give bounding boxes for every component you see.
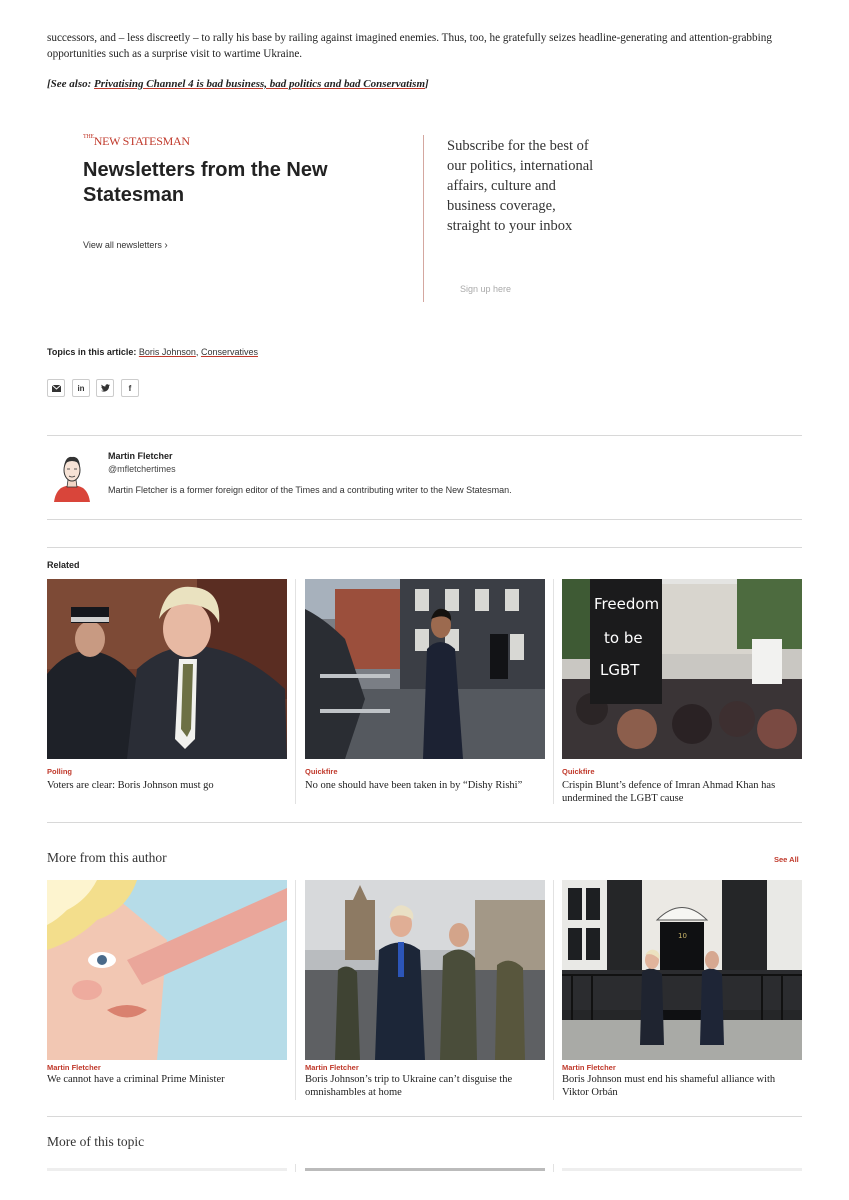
downing-street-photo bbox=[562, 880, 802, 1060]
twitter-icon bbox=[101, 384, 110, 392]
divider bbox=[47, 1116, 802, 1117]
view-all-label: View all newsletters bbox=[83, 240, 162, 250]
column-separator bbox=[295, 579, 296, 804]
card-title[interactable]: No one should have been taken in by “Dishy Rishi” bbox=[305, 780, 523, 791]
related-card-image[interactable] bbox=[562, 579, 802, 759]
logo-text: NEW STATESMAN bbox=[93, 134, 190, 148]
lgbt-protest-photo bbox=[562, 579, 802, 759]
share-email-button[interactable] bbox=[47, 379, 65, 397]
related-heading: Related bbox=[47, 560, 80, 570]
card-title[interactable]: Boris Johnson must end his shameful alliance with Viktor Orbán bbox=[562, 1074, 776, 1098]
topics-label: Topics in this article: bbox=[47, 347, 137, 357]
door-number: 10 bbox=[678, 932, 687, 940]
sign-up-button[interactable]: Sign up here bbox=[460, 284, 512, 294]
email-icon bbox=[52, 385, 61, 392]
card-title[interactable]: Boris Johnson’s trip to Ukraine can’t disguise the omnishambles at home bbox=[305, 1074, 513, 1098]
see-also-prefix: [See also: bbox=[47, 78, 95, 90]
topic-card-preview[interactable] bbox=[305, 1168, 545, 1171]
divider bbox=[47, 519, 802, 520]
card-kicker[interactable]: Polling bbox=[47, 767, 72, 776]
pinocchio-illustration bbox=[47, 880, 287, 1060]
sign-line-3: LGBT bbox=[600, 661, 640, 679]
author-avatar bbox=[52, 450, 92, 502]
author-name[interactable]: Martin Fletcher bbox=[108, 451, 173, 461]
see-also-suffix: ] bbox=[425, 78, 429, 90]
see-also-link[interactable]: Privatising Channel 4 is bad business, bad politics and bad Conservatism bbox=[94, 78, 426, 90]
topic-link-conservatives[interactable]: Conservatives bbox=[200, 347, 258, 357]
topic-link-boris-johnson[interactable]: Boris Johnson bbox=[138, 347, 196, 357]
card-kicker[interactable]: Martin Fletcher bbox=[562, 1063, 616, 1072]
see-all-link[interactable]: See All bbox=[774, 855, 799, 864]
newsletter-blurb: Subscribe for the best of our politics, international affairs, culture and business coverage, straight to your inbox bbox=[447, 138, 594, 234]
author-bio: Martin Fletcher is a former foreign editor of the Times and a contributing writer to the New Statesman. bbox=[108, 485, 512, 495]
topic-separator: , bbox=[195, 347, 199, 357]
divider bbox=[47, 435, 802, 436]
newsletter-divider bbox=[423, 135, 424, 302]
divider bbox=[47, 822, 802, 823]
share-twitter-button[interactable] bbox=[96, 379, 114, 397]
related-card-image[interactable] bbox=[47, 579, 287, 759]
card-kicker[interactable]: Quickfire bbox=[562, 767, 595, 776]
facebook-icon: f bbox=[128, 383, 132, 393]
card-kicker[interactable]: Martin Fletcher bbox=[47, 1063, 101, 1072]
see-also bbox=[47, 78, 429, 90]
column-separator bbox=[553, 579, 554, 804]
card-kicker[interactable]: Martin Fletcher bbox=[305, 1063, 359, 1072]
column-separator bbox=[553, 1164, 554, 1172]
column-separator bbox=[295, 880, 296, 1100]
card-kicker[interactable]: Quickfire bbox=[305, 767, 338, 776]
new-statesman-logo: $^{THE}$NEW STATESMAN bbox=[83, 134, 190, 148]
author-handle[interactable]: @mfletchertimes bbox=[108, 464, 176, 474]
linkedin-icon: in bbox=[77, 383, 85, 393]
topics-line bbox=[47, 347, 258, 357]
share-linkedin-button[interactable] bbox=[72, 379, 90, 397]
view-all-newsletters-link[interactable] bbox=[83, 240, 168, 251]
ukraine-visit-photo bbox=[305, 880, 545, 1060]
article-paragraph: successors, and – less discreetly – to rally his base by railing against imagined enemies. Thus, too, he gratefully seizes headline-generating and attention-grabbing opportunities such as a surprise visit to wartime Ukraine. bbox=[47, 32, 772, 60]
more-of-topic-heading: More of this topic bbox=[47, 1134, 145, 1149]
topic-card-preview[interactable] bbox=[562, 1168, 802, 1171]
card-title[interactable]: We cannot have a criminal Prime Minister bbox=[47, 1074, 225, 1085]
column-separator bbox=[295, 1164, 296, 1172]
rishi-sunak-photo bbox=[305, 579, 545, 759]
topic-card-preview[interactable] bbox=[47, 1168, 287, 1171]
author-card-image[interactable] bbox=[562, 880, 802, 1060]
share-facebook-button[interactable] bbox=[121, 379, 139, 397]
boris-johnson-photo bbox=[47, 579, 287, 759]
chevron-right-icon: › bbox=[164, 240, 168, 251]
author-card-image[interactable] bbox=[47, 880, 287, 1060]
divider bbox=[47, 547, 802, 548]
card-title[interactable]: Voters are clear: Boris Johnson must go bbox=[47, 780, 214, 791]
related-card-image[interactable] bbox=[305, 579, 545, 759]
newsletter-title: Newsletters from the New Statesman bbox=[83, 159, 328, 206]
sign-line-2: to be bbox=[604, 629, 643, 647]
card-title[interactable]: Crispin Blunt’s defence of Imran Ahmad Khan has undermined the LGBT cause bbox=[562, 780, 776, 804]
sign-line-1: Freedom bbox=[594, 595, 660, 613]
author-card-image[interactable] bbox=[305, 880, 545, 1060]
more-from-author-heading: More from this author bbox=[47, 850, 167, 865]
column-separator bbox=[553, 880, 554, 1100]
